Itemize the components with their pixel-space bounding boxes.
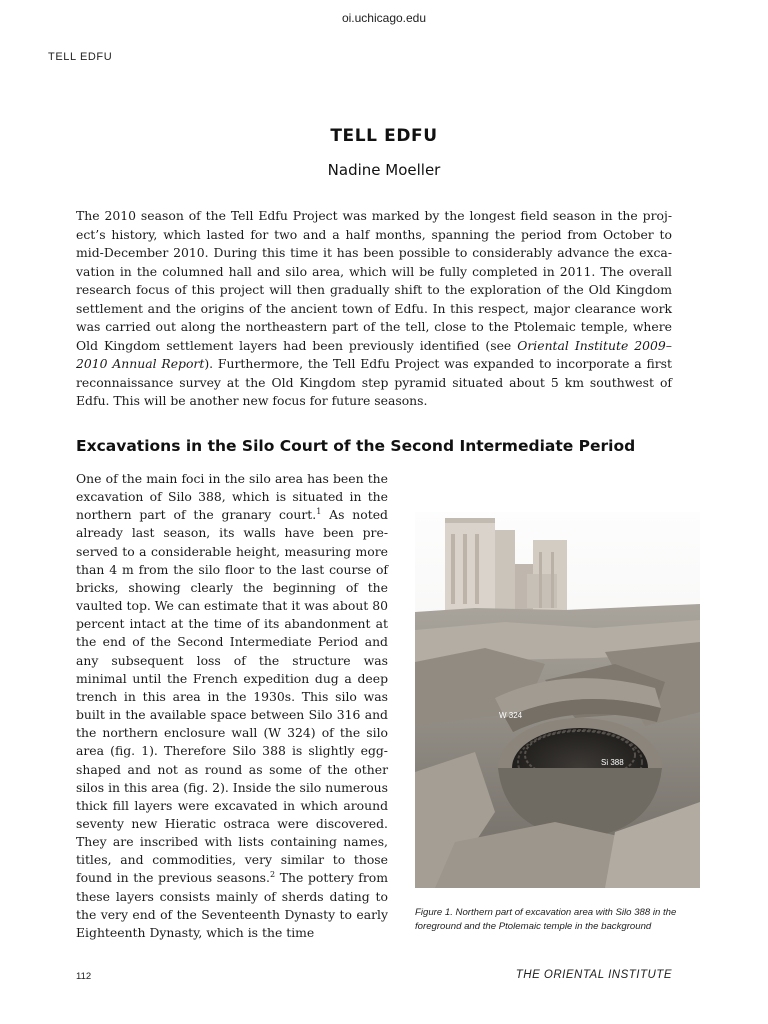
body-text-3: The pottery from these layers consists mainly of sherds dating to the very end of the Seventeenth Dynasty to early Eighteenth Dynasty, which is the time: [76, 870, 388, 940]
body-paragraph: [76, 470, 388, 942]
figure-1-photo: [415, 512, 700, 888]
body-text-2: As noted already last season, its walls have been preserved to a considerable height, measuring more than 4 m from the silo floor to the last course of bricks, showing clearly the beginning of the vaulted top. We can estimate that it was about 80 percent intact at the time of its abandonment at the end of the Second Intermediate Period and any subsequent loss of the structure was minimal until the French expedition dug a deep trench in this area in the 1930s. This silo was built in the available space between Silo 316 and the northern enclosure wall (W 324) of the silo area (fig. 1). Therefore Silo 388 is slightly egg-shaped and not as round as some of the other silos in this area (fig. 2). Inside the silo numerous thick fill layers were excavated in which around seventy new Hieratic ostraca were discovered. They are inscribed with lists containing names, titles, and commodities, very similar to those found in the previous seasons.: [76, 507, 388, 886]
author-name: Nadine Moeller: [327, 161, 441, 179]
publisher-footer: THE ORIENTAL INSTITUTE: [515, 969, 672, 981]
annual-report-reference: Oriental Institute 2009–2010 Annual Report: [76, 337, 672, 371]
footnote-marker-2[interactable]: 2: [269, 870, 276, 880]
intro-paragraph: [76, 207, 672, 411]
footnote-marker-1[interactable]: 1: [316, 507, 322, 517]
intro-text-end: ). Furthermore, the Tell Edfu Project was expanded to incorporate a first reconnaissance survey at the Old Kingdom step pyramid situated about 5 km southwest of Edfu. This will be another new focus for future seasons.: [76, 356, 672, 408]
figure-caption: Figure 1. Northern part of excavation area with Silo 388 in the foreground and the Ptolemaic temple in the background: [415, 907, 677, 932]
wall-label: W 324: [499, 711, 523, 720]
section-heading: Excavations in the Silo Court of the Second Intermediate Period: [76, 437, 636, 455]
article-title: TELL EDFU: [330, 126, 438, 146]
page-number: 112: [76, 971, 92, 982]
silo-label: Si 388: [601, 758, 624, 767]
site-url[interactable]: oi.uchicago.edu: [341, 11, 427, 25]
running-head: TELL EDFU: [48, 51, 113, 63]
intro-text-start: The 2010 season of the Tell Edfu Project was marked by the longest field season in the project’s history, which lasted for two and a half months, spanning the period from October to mid-December 2010. During this time it has been possible to considerably advance the excavation in the columned hall and silo area, which will be fully completed in 2011. The overall research focus of this project will then gradually shift to the exploration of the Old Kingdom settlement and the origins of the ancient town of Edfu. In this respect, major clearance work was carried out along the northeastern part of the tell, close to the Ptolemaic temple, where Old Kingdom settlement layers had been previously identified (see: [76, 208, 672, 353]
body-text-1: One of the main foci in the silo area has been the excavation of Silo 388, which is situated in the northern part of the granary court.: [76, 471, 388, 523]
